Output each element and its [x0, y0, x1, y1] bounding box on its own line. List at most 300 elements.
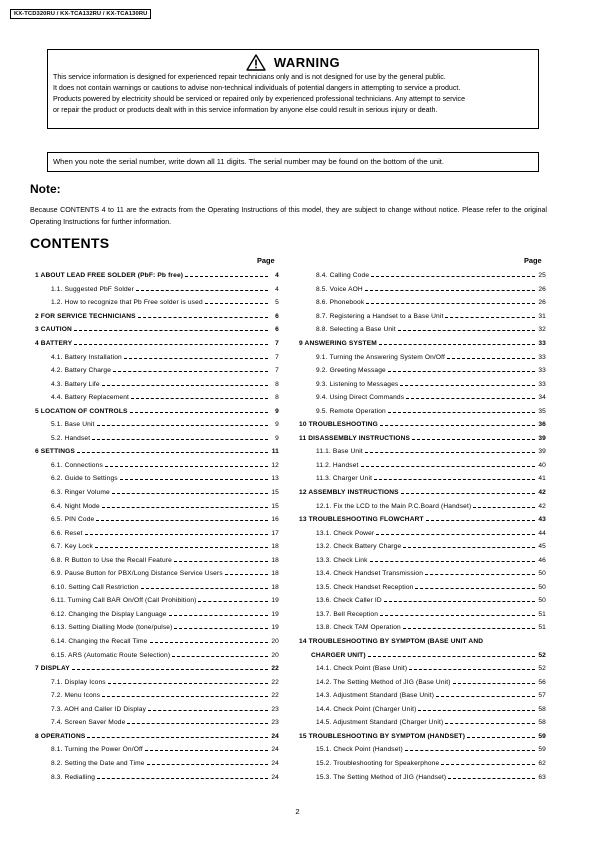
- toc-dot-leader: [445, 317, 535, 318]
- toc-entry-title: 6.14. Changing the Recall Time: [51, 638, 148, 646]
- toc-entry[interactable]: [299, 648, 546, 662]
- toc-entry-title: 6.3. Ringer Volume: [51, 489, 110, 497]
- toc-entry[interactable]: [299, 567, 546, 581]
- toc-entry[interactable]: [299, 608, 546, 622]
- toc-entry[interactable]: [35, 770, 279, 784]
- toc-entry[interactable]: [35, 513, 279, 527]
- toc-entry-title: 10 TROUBLESHOOTING: [299, 421, 378, 429]
- toc-entry-page: 23: [271, 719, 279, 727]
- toc-dot-leader: [436, 696, 535, 697]
- toc-entry-title: 13.1. Check Power: [316, 529, 375, 537]
- contents-title: CONTENTS: [30, 235, 110, 251]
- toc-entry-page: 7: [275, 367, 279, 375]
- toc-entry-page: 40: [538, 461, 546, 469]
- toc-dot-leader: [453, 683, 535, 684]
- toc-entry[interactable]: [299, 553, 546, 567]
- toc-dot-leader: [85, 534, 268, 535]
- toc-dot-leader: [127, 723, 268, 724]
- toc-entry[interactable]: [299, 486, 546, 500]
- toc-entry[interactable]: [299, 675, 546, 689]
- toc-entry[interactable]: [299, 283, 546, 297]
- toc-entry-title: 15.1. Check Point (Handset): [316, 746, 403, 754]
- toc-entry-title: 5.2. Handset: [51, 434, 91, 442]
- toc-entry-page: 25: [538, 272, 546, 280]
- toc-entry-page: 20: [271, 651, 279, 659]
- toc-dot-leader: [102, 385, 268, 386]
- warning-line: Products powered by electricity should be serviced or repaired only by experienced professional technicians. Any attempt to service: [53, 95, 466, 103]
- toc-dot-leader: [74, 344, 268, 345]
- toc-dot-leader: [445, 723, 535, 724]
- toc-dot-leader: [174, 628, 268, 629]
- toc-entry-title: 6.5. PIN Code: [51, 516, 95, 524]
- toc-entry[interactable]: [299, 743, 546, 757]
- toc-entry[interactable]: [299, 662, 546, 676]
- toc-entry[interactable]: [35, 621, 279, 635]
- toc-entry[interactable]: [299, 526, 546, 540]
- toc-entry-title: 7.2. Menu Icons: [51, 692, 101, 700]
- toc-entry-page: 62: [538, 759, 546, 767]
- toc-entry-page: 5: [275, 299, 279, 307]
- toc-entry-page: 9: [275, 434, 279, 442]
- toc-entry-page: 52: [538, 665, 546, 673]
- toc-entry[interactable]: [35, 526, 279, 540]
- toc-entry-title: 8.5. Voice AOH: [316, 285, 363, 293]
- toc-entry-page: 24: [271, 746, 279, 754]
- toc-entry-page: 26: [538, 299, 546, 307]
- toc-entry[interactable]: [299, 472, 546, 486]
- toc-entry-page: 51: [538, 624, 546, 632]
- toc-entry-title: 8.8. Selecting a Base Unit: [316, 326, 396, 334]
- toc-entry-page: 57: [538, 692, 546, 700]
- toc-entry-title: 14 TROUBLESHOOTING BY SYMPTOM (BASE UNIT AND: [299, 638, 484, 646]
- toc-entry-title: 14.2. The Setting Method of JIG (Base Unit): [316, 678, 451, 686]
- toc-entry-title: 6.15. ARS (Automatic Route Selection): [51, 651, 171, 659]
- toc-entry-page: 46: [538, 556, 546, 564]
- toc-entry-page: 50: [538, 583, 546, 591]
- toc-entry-page: 39: [538, 448, 546, 456]
- toc-entry-page: 24: [271, 732, 279, 740]
- toc-entry-title: 15.3. The Setting Method of JIG (Handset): [316, 773, 447, 781]
- toc-entry[interactable]: [35, 703, 279, 717]
- toc-entry[interactable]: [299, 594, 546, 608]
- toc-entry-title: 12 ASSEMBLY INSTRUCTIONS: [299, 489, 399, 497]
- toc-entry[interactable]: [299, 391, 546, 405]
- page-column-label-right: Page: [524, 256, 542, 265]
- toc-dot-leader: [426, 520, 535, 521]
- toc-column-left: [35, 269, 279, 784]
- toc-dot-leader: [131, 398, 268, 399]
- toc-dot-leader: [365, 452, 535, 453]
- warning-line: This service information is designed for experienced repair technicians only and is not designed for use by the general public.: [53, 73, 446, 81]
- toc-entry-title: 7.4. Screen Saver Mode: [51, 719, 126, 727]
- toc-entry[interactable]: [299, 418, 546, 432]
- toc-dot-leader: [412, 439, 535, 440]
- toc-dot-leader: [105, 466, 268, 467]
- toc-entry-page: 24: [271, 773, 279, 781]
- toc-entry-title: 13 TROUBLESHOOTING FLOWCHART: [299, 516, 424, 524]
- toc-dot-leader: [141, 588, 268, 589]
- toc-entry-page: 19: [271, 624, 279, 632]
- toc-entry-page: 7: [275, 340, 279, 347]
- toc-entry-title: 4.3. Battery Life: [51, 380, 100, 388]
- toc-column-right: [299, 269, 546, 784]
- toc-entry-title: 11.2. Handset: [316, 461, 359, 469]
- toc-entry[interactable]: [35, 635, 279, 649]
- toc-entry-title: 6.1. Connections: [51, 461, 103, 469]
- toc-entry[interactable]: [299, 445, 546, 459]
- toc-entry-page: 8: [275, 394, 279, 402]
- toc-entry-title: 5 LOCATION OF CONTROLS: [35, 407, 128, 415]
- toc-entry-page: 22: [271, 678, 279, 686]
- toc-dot-leader: [96, 520, 268, 521]
- toc-entry-page: 4: [275, 285, 279, 293]
- toc-dot-leader: [366, 303, 535, 304]
- toc-dot-leader: [400, 385, 535, 386]
- toc-entry-page: 44: [538, 529, 546, 537]
- toc-dot-leader: [403, 547, 535, 548]
- toc-entry-page: 13: [271, 475, 279, 483]
- toc-entry[interactable]: [35, 716, 279, 730]
- toc-entry-title: 6.2. Guide to Settings: [51, 475, 118, 483]
- toc-entry-page: 22: [271, 692, 279, 700]
- toc-entry-page: 6: [275, 326, 279, 334]
- toc-entry-page: 15: [271, 502, 279, 510]
- toc-entry-page: 20: [271, 638, 279, 646]
- toc-entry[interactable]: [35, 662, 279, 676]
- toc-entry-page: 56: [538, 678, 546, 686]
- toc-entry-title: 14.1. Check Point (Base Unit): [316, 665, 408, 673]
- toc-entry[interactable]: [35, 269, 279, 283]
- toc-dot-leader: [374, 479, 535, 480]
- toc-entry-title: 4.4. Battery Replacement: [51, 394, 130, 402]
- toc-dot-leader: [380, 425, 535, 426]
- toc-entry-title: CHARGER UNIT): [311, 651, 366, 659]
- toc-dot-leader: [388, 371, 535, 372]
- toc-entry-page: 12: [271, 461, 279, 469]
- toc-entry[interactable]: [299, 364, 546, 378]
- toc-dot-leader: [448, 778, 535, 779]
- toc-entry-page: 9: [275, 407, 279, 415]
- toc-entry-page: 11: [271, 448, 279, 456]
- warning-header: [53, 53, 533, 72]
- toc-entry[interactable]: [35, 567, 279, 581]
- toc-entry[interactable]: [35, 675, 279, 689]
- toc-entry-title: 13.3. Check Link: [316, 556, 368, 564]
- toc-dot-leader: [368, 656, 535, 657]
- toc-dot-leader: [102, 507, 268, 508]
- toc-dot-leader: [97, 425, 268, 426]
- toc-dot-leader: [150, 642, 269, 643]
- toc-entry[interactable]: [35, 553, 279, 567]
- toc-entry-title: 6.6. Reset: [51, 529, 83, 537]
- toc-entry-title: 13.2. Check Battery Charge: [316, 543, 402, 551]
- toc-dot-leader: [370, 561, 535, 562]
- toc-entry-title: 8.3. Redialling: [51, 773, 96, 781]
- toc-entry[interactable]: [35, 296, 279, 310]
- warning-title: WARNING: [273, 55, 341, 70]
- toc-entry-title: 9.5. Remote Operation: [316, 407, 386, 415]
- toc-entry[interactable]: [299, 323, 546, 337]
- toc-entry-page: 6: [275, 312, 279, 320]
- toc-entry[interactable]: [35, 648, 279, 662]
- toc-entry-page: 34: [538, 394, 546, 402]
- toc-dot-leader: [169, 615, 268, 616]
- toc-entry[interactable]: [35, 445, 279, 459]
- toc-entry[interactable]: [299, 296, 546, 310]
- toc-dot-leader: [198, 601, 268, 602]
- toc-dot-leader: [441, 764, 535, 765]
- toc-entry[interactable]: [299, 635, 546, 649]
- toc-entry-page: 59: [538, 746, 546, 754]
- toc-entry[interactable]: [299, 581, 546, 595]
- toc-dot-leader: [403, 628, 535, 629]
- toc-dot-leader: [124, 358, 268, 359]
- toc-dot-leader: [74, 330, 268, 331]
- toc-entry-title: 11 DISASSEMBLY INSTRUCTIONS: [299, 434, 411, 442]
- toc-dot-leader: [120, 479, 268, 480]
- toc-entry-page: 32: [538, 326, 546, 334]
- toc-dot-leader: [147, 764, 268, 765]
- toc-entry-title: 13.4. Check Handset Transmission: [316, 570, 424, 578]
- toc-entry[interactable]: [35, 757, 279, 771]
- toc-entry-title: 11.1. Base Unit: [316, 448, 363, 456]
- toc-entry[interactable]: [35, 472, 279, 486]
- toc-dot-leader: [138, 317, 268, 318]
- toc-entry[interactable]: [35, 391, 279, 405]
- toc-entry-page: 18: [271, 543, 279, 551]
- toc-entry[interactable]: [35, 581, 279, 595]
- toc-dot-leader: [97, 778, 268, 779]
- toc-entry-page: 18: [271, 556, 279, 564]
- toc-dot-leader: [473, 507, 535, 508]
- toc-entry-title: 7 DISPLAY: [35, 665, 70, 673]
- toc-entry-page: 33: [538, 340, 546, 347]
- toc-entry[interactable]: [299, 337, 546, 351]
- toc-entry-page: 4: [275, 272, 279, 280]
- toc-entry[interactable]: [35, 730, 279, 744]
- toc-dot-leader: [384, 601, 535, 602]
- toc-entry[interactable]: [299, 540, 546, 554]
- page-number: 2: [295, 807, 300, 816]
- toc-entry[interactable]: [35, 404, 279, 418]
- toc-entry-page: 17: [271, 529, 279, 537]
- toc-entry-title: 13.6. Check Caller ID: [316, 597, 382, 605]
- toc-dot-leader: [130, 412, 268, 413]
- toc-entry-page: 51: [538, 610, 546, 618]
- toc-entry-page: 35: [538, 407, 546, 415]
- toc-dot-leader: [365, 290, 535, 291]
- toc-entry-title: 13.7. Bell Reception: [316, 610, 379, 618]
- note-title: Note:: [30, 182, 61, 196]
- toc-dot-leader: [425, 574, 535, 575]
- toc-entry-page: 58: [538, 719, 546, 727]
- toc-entry-page: 8: [275, 380, 279, 388]
- toc-dot-leader: [95, 547, 268, 548]
- toc-entry[interactable]: [299, 499, 546, 513]
- toc-dot-leader: [415, 588, 535, 589]
- toc-entry[interactable]: [299, 432, 546, 446]
- toc-entry-title: 8.6. Phonebook: [316, 299, 365, 307]
- toc-entry-title: 6.13. Setting Dialling Mode (tone/pulse): [51, 624, 173, 632]
- toc-entry-page: 42: [538, 502, 546, 510]
- toc-entry[interactable]: [35, 499, 279, 513]
- toc-entry-title: 7.1. Display Icons: [51, 678, 106, 686]
- warning-line: or repair the product or products dealt with in this service information by anyone else could result in serious injury or death.: [53, 106, 438, 114]
- toc-dot-leader: [113, 371, 268, 372]
- warning-line: It does not contain warnings or cautions to advise non-technical individuals of potential dangers in attempting to service a product.: [53, 84, 461, 92]
- toc-entry[interactable]: [35, 432, 279, 446]
- toc-dot-leader: [174, 561, 268, 562]
- toc-entry[interactable]: [299, 689, 546, 703]
- toc-entry[interactable]: [299, 269, 546, 283]
- toc-entry[interactable]: [299, 404, 546, 418]
- toc-entry[interactable]: [299, 757, 546, 771]
- toc-entry-page: 39: [538, 434, 546, 442]
- toc-entry-page: 63: [538, 773, 546, 781]
- toc-entry-title: 15 TROUBLESHOOTING BY SYMPTOM (HANDSET): [299, 732, 466, 740]
- toc-dot-leader: [92, 439, 268, 440]
- toc-dot-leader: [172, 656, 268, 657]
- toc-entry[interactable]: [299, 621, 546, 635]
- toc-dot-leader: [409, 669, 535, 670]
- toc-entry[interactable]: [35, 486, 279, 500]
- toc-entry-page: 50: [538, 597, 546, 605]
- toc-entry[interactable]: [299, 377, 546, 391]
- toc-entry-title: 7.3. AOH and Caller ID Display: [51, 705, 147, 713]
- toc-entry-title: 6.9. Pause Button for PBX/Long Distance Service Users: [51, 570, 223, 578]
- toc-entry[interactable]: [35, 594, 279, 608]
- toc-entry-page: 45: [538, 543, 546, 551]
- toc-entry[interactable]: [299, 513, 546, 527]
- toc-entry-page: 50: [538, 570, 546, 578]
- toc-entry-page: 36: [538, 421, 546, 429]
- toc-dot-leader: [398, 330, 535, 331]
- toc-entry-page: 33: [538, 353, 546, 361]
- toc-entry-title: 9.1. Turning the Answering System On/Off: [316, 353, 446, 361]
- toc-entry-title: 6.4. Night Mode: [51, 502, 100, 510]
- toc-entry-page: 22: [271, 665, 279, 673]
- toc-entry-page: 41: [538, 475, 546, 483]
- toc-entry-title: 4 BATTERY: [35, 340, 73, 347]
- toc-entry-title: 14.4. Check Point (Charger Unit): [316, 705, 417, 713]
- toc-dot-leader: [87, 737, 268, 738]
- toc-dot-leader: [148, 710, 268, 711]
- toc-entry[interactable]: [35, 377, 279, 391]
- toc-dot-leader: [401, 493, 535, 494]
- toc-entry-page: 7: [275, 353, 279, 361]
- toc-entry[interactable]: [299, 350, 546, 364]
- toc-entry-title: 13.5. Check Handset Reception: [316, 583, 414, 591]
- toc-dot-leader: [112, 493, 268, 494]
- toc-entry-title: 5.1. Base Unit: [51, 421, 95, 429]
- toc-entry[interactable]: [35, 459, 279, 473]
- toc-entry[interactable]: [35, 310, 279, 324]
- toc-entry-title: 1.1. Suggested PbF Solder: [51, 285, 134, 293]
- toc-entry-page: 24: [271, 759, 279, 767]
- toc-entry[interactable]: [299, 770, 546, 784]
- toc-dot-leader: [185, 276, 268, 277]
- toc-entry-title: 9.4. Using Direct Commands: [316, 394, 405, 402]
- toc-entry-title: 8.4. Calling Code: [316, 272, 370, 280]
- toc-entry-title: 1.2. How to recognize that Pb Free solder is used: [51, 299, 203, 307]
- toc-entry-title: 13.8. Check TAM Operation: [316, 624, 401, 632]
- toc-entry-title: 4.1. Battery Installation: [51, 353, 122, 361]
- toc-dot-leader: [102, 696, 268, 697]
- toc-entry-title: 6.8. R Button to Use the Recall Feature: [51, 556, 172, 564]
- toc-dot-leader: [418, 710, 535, 711]
- toc-entry-page: 58: [538, 705, 546, 713]
- toc-entry-title: 6.11. Turning Call BAR On/Off (Call Prohibition): [51, 597, 197, 605]
- page-column-label-left: Page: [257, 256, 275, 265]
- toc-entry-title: 8.7. Registering a Handset to a Base Unit: [316, 312, 444, 320]
- toc-entry-title: 6.12. Changing the Display Language: [51, 610, 167, 618]
- toc-entry-title: 2 FOR SERVICE TECHNICIANS: [35, 312, 136, 320]
- toc-entry[interactable]: [35, 323, 279, 337]
- toc-entry[interactable]: [35, 418, 279, 432]
- toc-dot-leader: [108, 683, 268, 684]
- toc-entry-page: 26: [538, 285, 546, 293]
- toc-entry-page: 19: [271, 597, 279, 605]
- toc-entry-page: 31: [538, 312, 546, 320]
- warning-box: [47, 49, 539, 129]
- toc-dot-leader: [405, 750, 535, 751]
- toc-dot-leader: [371, 276, 535, 277]
- toc-entry[interactable]: [35, 743, 279, 757]
- toc-entry[interactable]: [299, 730, 546, 744]
- warning-triangle-icon: [246, 54, 266, 71]
- toc-entry-title: 14.3. Adjustment Standard (Base Unit): [316, 692, 435, 700]
- toc-dot-leader: [467, 737, 535, 738]
- toc-entry-title: 9.2. Greeting Message: [316, 367, 386, 375]
- toc-entry[interactable]: [299, 459, 546, 473]
- toc-entry[interactable]: [35, 364, 279, 378]
- toc-entry-page: 15: [271, 489, 279, 497]
- toc-entry[interactable]: [299, 703, 546, 717]
- toc-entry[interactable]: [35, 350, 279, 364]
- serial-number-notice: When you note the serial number, write down all 11 digits. The serial number may be found on the bottom of the unit.: [47, 152, 539, 172]
- toc-entry[interactable]: [35, 283, 279, 297]
- toc-entry-page: 59: [538, 732, 546, 740]
- toc-dot-leader: [447, 358, 535, 359]
- toc-entry[interactable]: [35, 608, 279, 622]
- toc-entry[interactable]: [35, 689, 279, 703]
- toc-entry-title: 8.2. Setting the Date and Time: [51, 759, 145, 767]
- toc-entry-title: 6.10. Setting Call Restriction: [51, 583, 139, 591]
- toc-entry-title: 14.5. Adjustment Standard (Charger Unit): [316, 719, 444, 727]
- toc-entry-page: 42: [538, 489, 546, 497]
- toc-entry-page: 23: [271, 705, 279, 713]
- toc-entry-title: 12.1. Fix the LCD to the Main P.C.Board (Handset): [316, 502, 472, 510]
- toc-entry-page: 33: [538, 380, 546, 388]
- toc-dot-leader: [380, 615, 535, 616]
- toc-entry-title: 8.1. Turning the Power On/Off: [51, 746, 143, 754]
- toc-dot-leader: [388, 412, 535, 413]
- toc-entry-title: 3 CAUTION: [35, 326, 72, 334]
- toc-dot-leader: [136, 290, 268, 291]
- toc-entry-title: 11.3. Charger Unit: [316, 475, 373, 483]
- toc-entry-title: 8 OPERATIONS: [35, 732, 86, 740]
- toc-entry[interactable]: [299, 310, 546, 324]
- toc-entry-title: 6.7. Key Lock: [51, 543, 93, 551]
- toc-entry-title: 9.3. Listening to Messages: [316, 380, 399, 388]
- toc-entry[interactable]: [35, 540, 279, 554]
- toc-entry-title: 9 ANSWERING SYSTEM: [299, 340, 377, 347]
- toc-entry-page: 18: [271, 570, 279, 578]
- toc-entry[interactable]: [35, 337, 279, 351]
- toc-entry[interactable]: [299, 716, 546, 730]
- toc-dot-leader: [145, 750, 268, 751]
- toc-entry-title: 1 ABOUT LEAD FREE SOLDER (PbF: Pb free): [35, 272, 184, 280]
